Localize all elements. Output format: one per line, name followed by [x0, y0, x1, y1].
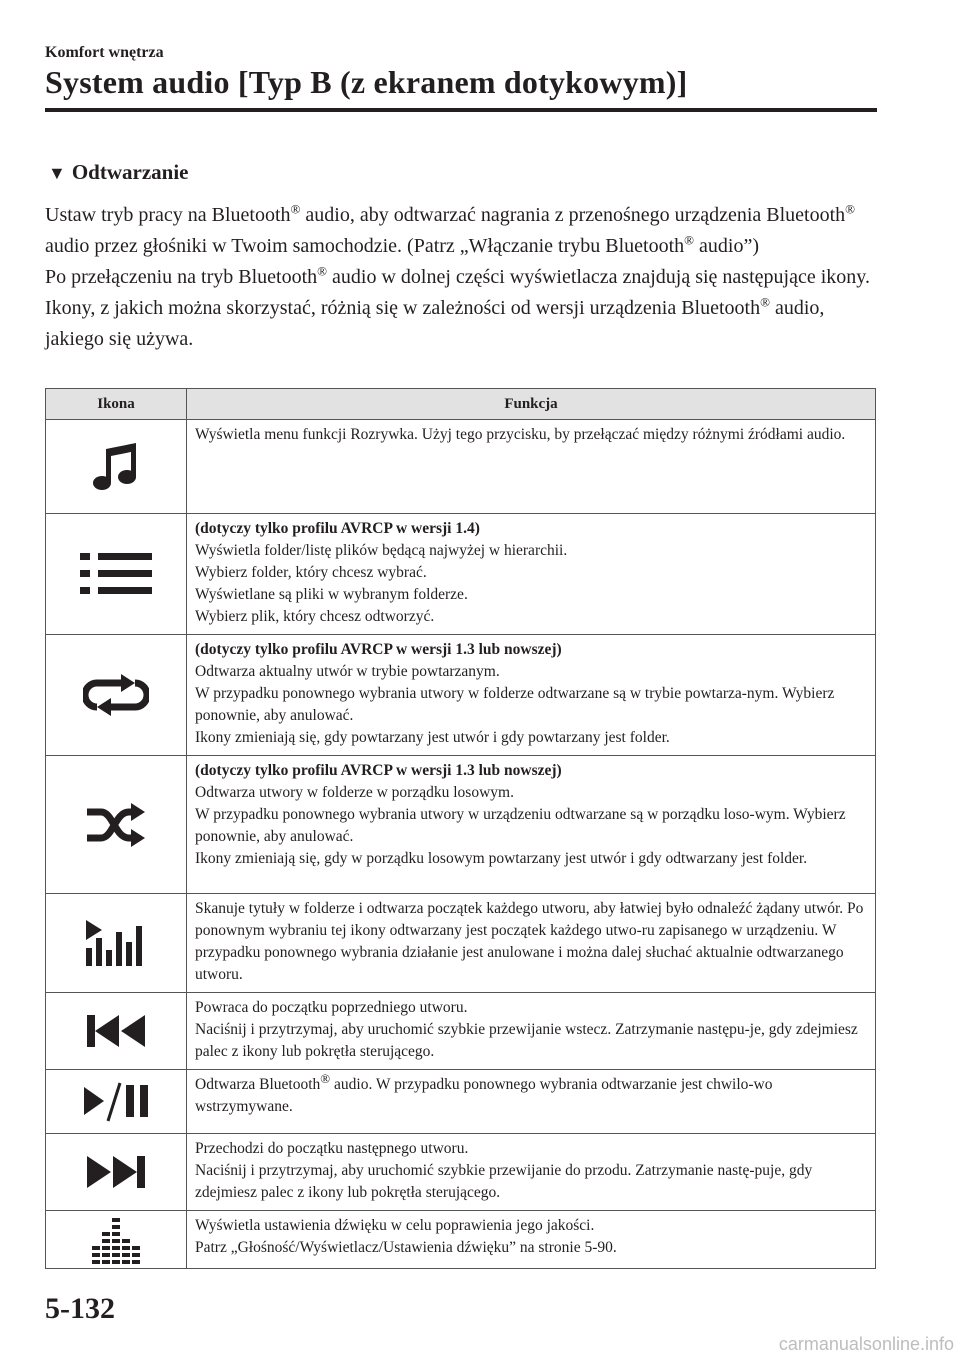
column-header-icon: Ikona [46, 389, 187, 420]
row-description: Ikony zmieniają się, gdy w porządku losowym powtarzany jest utwór i gdy odtwarzany jest folder. [195, 850, 808, 867]
row-description: Przechodzi do początku następnego utworu. [195, 1140, 469, 1157]
watermark: carmanualsonline.info [778, 1334, 954, 1354]
music-note-icon [88, 439, 144, 495]
row-description: Wyświetla folder/listę plików będącą najwyżej w hierarchii. [195, 542, 568, 559]
header-divider [45, 108, 877, 112]
row-description: W przypadku ponownego wybrania utwory w urządzeniu odtwarzane są w porządku loso-wym. Wybierz ponownie, aby anulować. [195, 806, 846, 845]
table-row [46, 1211, 876, 1269]
shuffle-icon [83, 802, 149, 848]
table-row [46, 894, 876, 993]
row-description: Wybierz folder, który chcesz wybrać. [195, 564, 427, 581]
row-note: (dotyczy tylko profilu AVRCP w wersji 1.3 lub nowszej) [195, 641, 562, 658]
row-description: W przypadku ponownego wybrania utwory w folderze odtwarzane są w trybie powtarza-nym. Wybierz ponownie, aby anulować. [195, 685, 835, 724]
next-track-icon [83, 1152, 149, 1192]
list-icon [76, 547, 156, 601]
row-description: Wyświetla ustawienia dźwięku w celu poprawienia jego jakości. [195, 1217, 595, 1234]
section-label: Komfort wnętrza [45, 44, 164, 61]
previous-track-icon [83, 1011, 149, 1051]
row-note: (dotyczy tylko profilu AVRCP w wersji 1.3 lub nowszej) [195, 762, 562, 779]
equalizer-icon [88, 1216, 144, 1264]
play-pause-icon [80, 1079, 152, 1125]
table-row [46, 993, 876, 1070]
scan-icon [84, 918, 148, 968]
table-row [46, 514, 876, 635]
table-row [46, 756, 876, 894]
row-description: Wybierz plik, który chcesz odtworzyć. [195, 608, 435, 625]
table-header-row [46, 389, 876, 420]
row-description: Odtwarza Bluetooth® audio. W przypadku ponownego wybrania odtwarzanie jest chwilo-wo wstrzymywane. [195, 1070, 773, 1115]
column-header-function: Funkcja [187, 389, 876, 420]
page-title: System audio [Typ B (z ekranem dotykowym)] [45, 64, 688, 100]
row-description: Skanuje tytuły w folderze i odtwarza początek każdego utworu, aby łatwiej było odnaleźć żądany utwór. Po ponownym wybraniu tej ikony odtwarzany jest początek każdego utwo-ru zapisanego w urządzeniu. W przypadku ponownego wybrania działanie jest anulowane i można dalej słuchać aktualnie odtwarzanego utworu. [195, 900, 864, 983]
section-heading [48, 160, 188, 185]
row-description: Wyświetlane są pliki w wybranym folderze. [195, 586, 468, 603]
repeat-icon [83, 673, 149, 717]
table-row [46, 635, 876, 756]
row-description: Powraca do początku poprzedniego utworu. [195, 999, 468, 1016]
intro-text [45, 200, 880, 355]
row-description: Naciśnij i przytrzymaj, aby uruchomić szybkie przewijanie wstecz. Zatrzymanie następu-je, gdy zdejmiesz palec z ikony lub pokrętła sterującego. [195, 1021, 858, 1060]
page-number: 5-132 [45, 1292, 115, 1325]
icon-function-table [45, 388, 876, 1269]
row-description: Patrz „Głośność/Wyświetlacz/Ustawienia dźwięku” na stronie 5-90. [195, 1239, 617, 1256]
table-row [46, 1070, 876, 1134]
row-description: Odtwarza aktualny utwór w trybie powtarzanym. [195, 663, 500, 680]
intro-paragraph-1: Ustaw tryb pracy na Bluetooth® audio, aby odtwarzać nagrania z przenośnego urządzenia Bluetooth® audio przez głośniki w Twoim samochodzie. (Patrz „Włączanie trybu Bluetooth® audio”) [45, 201, 856, 257]
row-description: Naciśnij i przytrzymaj, aby uruchomić szybkie przewijanie do przodu. Zatrzymanie nastę-puje, gdy zdejmiesz palec z ikony lub pokrętła sterującego. [195, 1162, 813, 1201]
row-note: (dotyczy tylko profilu AVRCP w wersji 1.4) [195, 520, 480, 537]
row-description: Odtwarza utwory w folderze w porządku losowym. [195, 784, 514, 801]
table-row [46, 420, 876, 514]
intro-paragraph-2: Po przełączeniu na tryb Bluetooth® audio w dolnej części wyświetlacza znajdują się następujące ikony. Ikony, z jakich można skorzystać, różnią się w zależności od wersji urządzenia Bluetooth® audio, jakiego się używa. [45, 263, 870, 350]
row-description: Ikony zmieniają się, gdy powtarzany jest utwór i gdy powtarzany jest folder. [195, 729, 670, 746]
table-row [46, 1134, 876, 1211]
triangle-marker-icon: ▼ [48, 163, 66, 183]
section-heading-text: Odtwarzanie [71, 160, 189, 184]
row-description: Wyświetla menu funkcji Rozrywka. Użyj tego przycisku, by przełączać między różnymi źródłami audio. [195, 426, 846, 443]
